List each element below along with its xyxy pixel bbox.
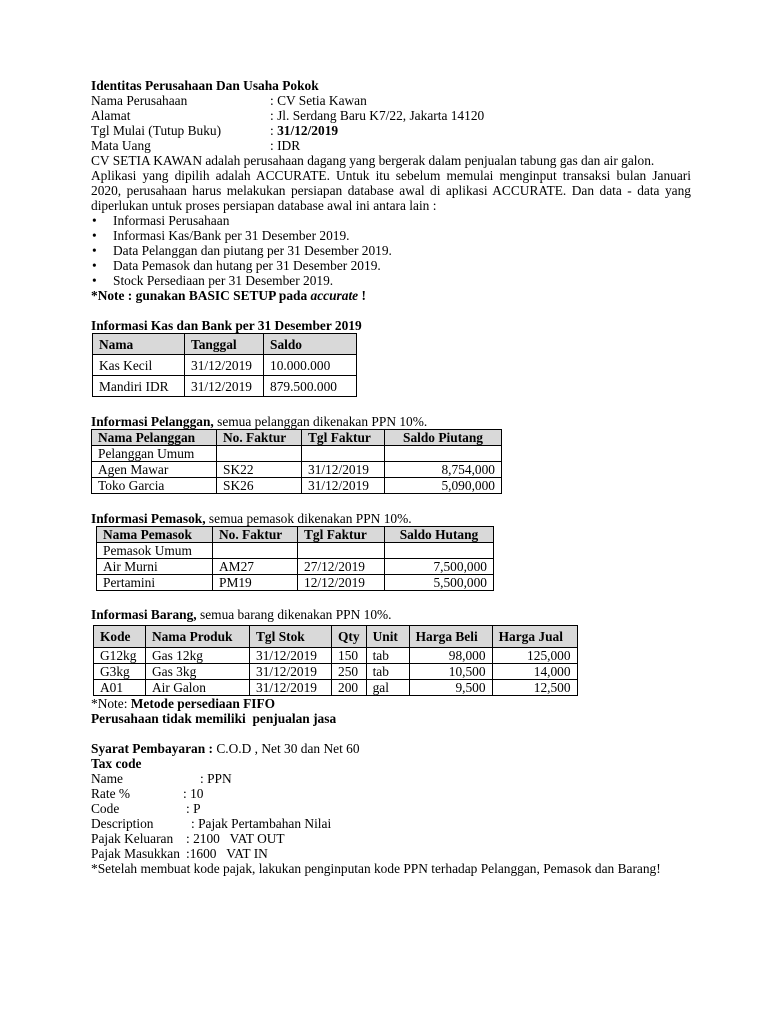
label-nama-perusahaan: Nama Perusahaan [91,93,188,108]
tax-value: : Pajak Pertambahan Nilai [191,816,332,831]
table-cell [217,446,302,462]
table-cell: Pelanggan Umum [92,446,217,462]
pemasok-table [96,526,494,591]
tax-label: Pajak Keluaran [91,831,174,846]
no-service-note: Perusahaan tidak memiliki penjualan jasa [91,711,337,726]
table-cell: tab [366,648,409,664]
table-header-row [97,527,494,543]
row-tgl-mulai [91,123,691,138]
tax-label: Description [91,816,154,831]
tax-footer-note: *Setelah membuat kode pajak, lakukan penginputan kode PPN terhadap Pelanggan, Pemasok dan Barang! [91,861,661,876]
row-nama-perusahaan [91,93,691,108]
column-header: Tanggal [185,334,264,355]
column-header: No. Faktur [213,527,298,543]
syarat-label: Syarat Pembayaran : [91,741,213,756]
table-cell: Air Galon [146,680,250,696]
column-header: No. Faktur [217,430,302,446]
table-cell: 31/12/2019 [250,648,332,664]
column-header: Tgl Faktur [298,527,385,543]
tax-value: : 10 [183,786,204,801]
table-cell: 7,500,000 [385,559,494,575]
column-header: Saldo Hutang [385,527,494,543]
table-row [94,664,578,680]
tax-row [91,786,691,801]
table-cell: Mandiri IDR [93,376,185,397]
tax-label: Name [91,771,123,786]
table-cell: 31/12/2019 [185,376,264,397]
table-cell: 27/12/2019 [298,559,385,575]
colon: : [270,123,278,138]
table-cell [302,446,385,462]
table-cell: 31/12/2019 [250,680,332,696]
tax-label: Code [91,801,120,816]
table-cell [298,543,385,559]
tax-value: :1600 VAT IN [186,846,268,861]
barang-title-bold: Informasi Barang, [91,607,197,622]
table-row [94,680,578,696]
table-cell: tab [366,664,409,680]
table-cell: Pertamini [97,575,213,591]
table-row [93,376,357,397]
table-row [93,355,357,376]
table-cell: 125,000 [492,648,577,664]
tax-row [91,846,691,861]
table-cell: A01 [94,680,146,696]
tax-row [91,771,691,786]
table-header-row [94,626,578,648]
identitas-title: Identitas Perusahaan Dan Usaha Pokok [91,78,319,93]
list-item: • Stock Persediaan per 31 Desember 2019. [91,273,691,288]
value-alamat: : Jl. Serdang Baru K7/22, Jakarta 14120 [270,108,485,123]
table-cell: SK26 [217,478,302,494]
table-cell: 250 [332,664,367,680]
table-cell: G3kg [94,664,146,680]
table-row [92,462,502,478]
note-italic: accurate [310,288,359,303]
row-alamat [91,108,691,123]
table-cell: 31/12/2019 [302,462,385,478]
row-mata-uang [91,138,691,153]
tax-row [91,801,691,816]
required-data-list [91,213,691,288]
value-tgl-mulai: 31/12/2019 [277,123,339,138]
tax-value: : 2100 VAT OUT [186,831,285,846]
column-header: Nama Produk [146,626,250,648]
tax-label: Rate % [91,786,131,801]
pelanggan-table [91,429,502,494]
tax-row [91,816,691,831]
company-description: CV SETIA KAWAN adalah perusahaan dagang yang bergerak dalam penjualan tabung gas dan air galon. [91,153,655,168]
table-cell: 31/12/2019 [302,478,385,494]
table-header-row [93,334,357,355]
table-cell: 14,000 [492,664,577,680]
table-cell [385,543,494,559]
kas-title: Informasi Kas dan Bank per 31 Desember 2019 [91,318,362,333]
accurate-description: Aplikasi yang dipilih adalah ACCURATE. Untuk itu sebelum memulai menginput transaksi bulan Januari 2020, perusahaan harus melakukan persiapan database awal di aplikasi ACCURATE. Dan data - data yang diperlukan untuk proses persiapan database awal ini antara lain : [91,168,691,213]
table-cell [385,446,502,462]
table-cell: G12kg [94,648,146,664]
fifo-note [91,696,691,711]
column-header: Kode [94,626,146,648]
fifo-note-prefix: *Note: [91,696,131,711]
table-cell: 10.000.000 [264,355,357,376]
table-header-row [92,430,502,446]
pelanggan-title-bold: Informasi Pelanggan, [91,414,214,429]
table-cell: Agen Mawar [92,462,217,478]
barang-table [93,625,578,696]
tax-value: : PPN [200,771,232,786]
table-row [92,478,502,494]
tax-label: Pajak Masukkan [91,846,180,861]
table-cell [213,543,298,559]
table-cell: 31/12/2019 [185,355,264,376]
table-cell: 12/12/2019 [298,575,385,591]
list-item: • Data Pemasok dan hutang per 31 Desember 2019. [91,258,691,273]
table-row [97,543,494,559]
table-cell: AM27 [213,559,298,575]
pemasok-title [91,511,691,526]
column-header: Qty [332,626,367,648]
column-header: Saldo [264,334,357,355]
column-header: Nama [93,334,185,355]
table-cell: 150 [332,648,367,664]
table-cell: gal [366,680,409,696]
pelanggan-title-rest: semua pelanggan dikenakan PPN 10%. [213,414,428,429]
value-nama-perusahaan: : CV Setia Kawan [270,93,367,108]
pelanggan-title [91,414,691,429]
table-cell: Toko Garcia [92,478,217,494]
tax-row [91,831,691,846]
tax-title: Tax code [91,756,142,771]
table-cell: 8,754,000 [385,462,502,478]
basic-setup-note [91,288,691,303]
table-cell: 5,500,000 [385,575,494,591]
table-row [92,446,502,462]
table-cell: 12,500 [492,680,577,696]
table-cell: 200 [332,680,367,696]
list-item: • Data Pelanggan dan piutang per 31 Desember 2019. [91,243,691,258]
column-header: Nama Pemasok [97,527,213,543]
table-cell: Kas Kecil [93,355,185,376]
column-header: Saldo Piutang [385,430,502,446]
tax-value: : P [186,801,201,816]
table-row [97,559,494,575]
list-item: • Informasi Perusahaan [91,213,691,228]
table-cell: 879.500.000 [264,376,357,397]
table-cell: SK22 [217,462,302,478]
tax-code-section [91,756,691,876]
pemasok-title-bold: Informasi Pemasok, [91,511,206,526]
column-header: Nama Pelanggan [92,430,217,446]
column-header: Harga Beli [409,626,492,648]
table-row [94,648,578,664]
label-tgl-mulai: Tgl Mulai (Tutup Buku) [91,123,222,138]
barang-title [91,607,691,622]
syarat-value: C.O.D , Net 30 dan Net 60 [213,741,360,756]
table-cell: Gas 12kg [146,648,250,664]
label-alamat: Alamat [91,108,131,123]
table-cell: Air Murni [97,559,213,575]
table-cell: 31/12/2019 [250,664,332,680]
table-row [97,575,494,591]
kas-table [92,333,357,397]
value-mata-uang: : IDR [270,138,301,153]
table-cell: 9,500 [409,680,492,696]
column-header: Harga Jual [492,626,577,648]
note-suffix: ! [358,288,366,303]
column-header: Tgl Stok [250,626,332,648]
fifo-note-bold: Metode persediaan FIFO [130,696,276,711]
column-header: Unit [366,626,409,648]
list-item: • Informasi Kas/Bank per 31 Desember 2019. [91,228,691,243]
syarat-pembayaran [91,741,691,756]
table-cell: Gas 3kg [146,664,250,680]
table-cell: 98,000 [409,648,492,664]
note-prefix: *Note : gunakan BASIC SETUP pada [91,288,311,303]
table-cell: Pemasok Umum [97,543,213,559]
column-header: Tgl Faktur [302,430,385,446]
table-cell: PM19 [213,575,298,591]
pemasok-title-rest: semua pemasok dikenakan PPN 10%. [205,511,412,526]
table-cell: 10,500 [409,664,492,680]
label-mata-uang: Mata Uang [91,138,151,153]
table-cell: 5,090,000 [385,478,502,494]
barang-title-rest: semua barang dikenakan PPN 10%. [196,607,392,622]
